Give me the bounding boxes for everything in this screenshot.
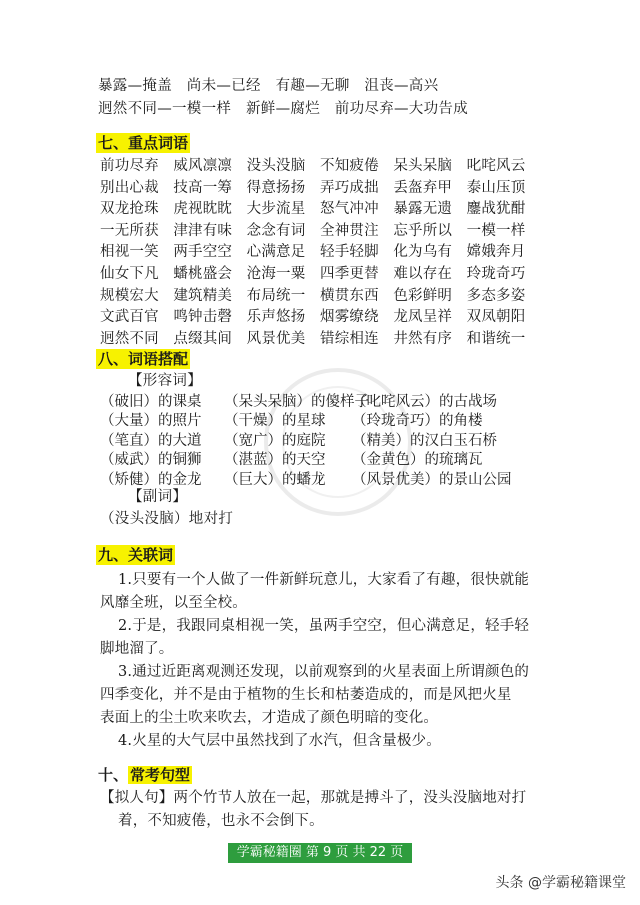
key-word: 相视一笑	[100, 244, 159, 261]
section-10-label: 常考句型	[130, 766, 191, 784]
adverb-label: 【副词】	[128, 489, 188, 505]
key-word: 玲珑奇巧	[466, 266, 526, 282]
key-word: 弄巧成拙	[320, 179, 379, 196]
page-footer: 学霸秘籍圈 第 9 页 共 22 页	[228, 843, 412, 863]
collocation-row	[100, 431, 542, 451]
sentence-line: 着，不知疲倦，也永不会倒下。	[118, 813, 324, 829]
key-word: 仙女下凡	[100, 266, 159, 282]
collocation-item: （破旧）的课桌	[100, 394, 202, 410]
key-words-row	[100, 156, 540, 176]
key-word: 色彩鲜明	[393, 287, 453, 304]
key-word: 前功尽弃	[100, 158, 159, 174]
key-words-row	[100, 178, 540, 198]
collocation-item: （干燥）的星球	[224, 413, 326, 430]
key-word: 双凤朝阳	[466, 309, 526, 326]
key-word: 大步流星	[246, 201, 306, 218]
conjunction-line: 风靡全班，以至全校。	[100, 595, 247, 611]
conjunction-line: 4.火星的大气层中虽然找到了水汽，但含量极少。	[118, 733, 441, 749]
key-word: 乐声悠扬	[246, 309, 306, 326]
collocation-item: （金黄色）的琉璃瓦	[352, 452, 483, 469]
conjunction-line: 3.通过近距离观测还发现，以前观察到的火星表面上所谓颜色的	[118, 664, 530, 680]
key-word: 两手空空	[173, 244, 233, 261]
key-word: 心满意足	[246, 244, 306, 261]
key-words-row	[100, 286, 540, 306]
section-9-title: 九、关联词	[98, 546, 174, 564]
section-10-title	[98, 765, 192, 785]
key-word: 布局统一	[246, 287, 306, 304]
key-word: 技高一筹	[173, 179, 233, 196]
key-word: 井然有序	[393, 330, 453, 347]
collocation-row	[100, 392, 542, 412]
key-word: 风景优美	[246, 330, 306, 347]
key-word: 鸣钟击磬	[173, 309, 233, 326]
key-word: 和谐统一	[466, 330, 526, 347]
key-words-row	[100, 307, 540, 327]
key-word: 龙凤呈祥	[393, 309, 453, 326]
key-word: 嫦娥奔月	[466, 244, 526, 261]
key-word: 文武百官	[100, 309, 159, 326]
source-watermark: 头条 @学霸秘籍课堂	[495, 875, 626, 891]
collocation-item: （矫健）的金龙	[100, 471, 202, 488]
key-word: 四季更替	[320, 266, 379, 282]
key-words-row	[100, 199, 540, 219]
key-word: 化为乌有	[393, 244, 453, 261]
conjunction-line: 表面上的尘土吹来吹去，才造成了颜色明暗的变化。	[100, 710, 439, 726]
collocation-item: （精美）的汉白玉石桥	[352, 432, 497, 449]
collocation-item: （威武）的铜狮	[100, 452, 202, 469]
key-word: 呆头呆脑	[393, 158, 453, 174]
key-word: 烟雾缭绕	[320, 309, 379, 326]
key-word: 点缀其间	[173, 330, 233, 347]
collocation-item: （湛蓝）的天空	[224, 452, 326, 469]
key-word: 念念有词	[246, 222, 306, 239]
key-word: 忘乎所以	[393, 222, 453, 239]
conjunction-line: 1.只要有一个人做了一件新鲜玩意儿，大家看了有趣，很快就能	[118, 572, 530, 588]
collocation-item: （玲珑奇巧）的角楼	[352, 413, 483, 430]
key-word: 双龙抢珠	[100, 201, 159, 218]
key-word: 规模宏大	[100, 287, 159, 304]
key-word: 怒气冲冲	[320, 201, 379, 218]
key-word: 丢盔弃甲	[393, 179, 453, 196]
key-word: 叱咤风云	[466, 158, 526, 174]
collocation-item: （大量）的照片	[100, 413, 202, 430]
collocation-row	[100, 411, 542, 431]
key-words-row	[100, 221, 540, 241]
collocation-item: （叱咤风云）的古战场	[352, 394, 497, 410]
key-word: 暴露无遗	[393, 201, 453, 218]
section-10-number: 十、	[98, 766, 129, 784]
key-word: 一无所获	[100, 222, 159, 239]
key-word: 一模一样	[466, 222, 526, 239]
key-word: 没头没脑	[246, 158, 306, 174]
antonym-line-2: 迥然不同—一模一样 新鲜—腐烂 前功尽弃—大功告成	[98, 101, 468, 117]
key-words-row	[100, 264, 540, 284]
key-word: 错综相连	[320, 330, 379, 347]
key-word: 蟠桃盛会	[173, 266, 233, 282]
key-word: 不知疲倦	[320, 158, 379, 174]
sentence-line: 【拟人句】两个竹节人放在一起，那就是搏斗了，没头没脑地对打	[100, 790, 527, 806]
conjunction-line: 脚地溜了。	[100, 641, 174, 657]
key-word: 津津有味	[173, 222, 233, 239]
collocation-item: （风景优美）的景山公园	[352, 471, 512, 488]
key-word: 迥然不同	[100, 330, 159, 347]
antonym-line-1: 暴露—掩盖 尚未—已经 有趣—无聊 沮丧—高兴	[98, 78, 439, 94]
section-7-title: 七、重点词语	[98, 134, 189, 152]
key-words-row	[100, 242, 540, 262]
adjective-label: 【形容词】	[128, 373, 202, 389]
key-word: 得意扬扬	[246, 179, 306, 196]
key-word: 别出心裁	[100, 179, 159, 196]
key-word: 沧海一粟	[246, 266, 306, 282]
key-word: 虎视眈眈	[173, 201, 233, 218]
key-word: 鏖战犹酣	[466, 201, 526, 218]
key-word: 难以存在	[393, 266, 453, 282]
key-word: 轻手轻脚	[320, 244, 379, 261]
key-word: 横贯东西	[320, 287, 379, 304]
collocation-row	[100, 450, 542, 470]
collocation-item: （呆头呆脑）的傻样子	[224, 394, 369, 410]
key-word: 泰山压顶	[466, 179, 526, 196]
collocation-item: （宽广）的庭院	[224, 432, 326, 449]
key-word: 多态多姿	[466, 287, 526, 304]
key-word: 威风凛凛	[173, 158, 233, 174]
key-word: 建筑精美	[173, 287, 233, 304]
conjunction-line: 四季变化，并不是由于植物的生长和枯萎造成的，而是风把火星	[100, 687, 512, 703]
section-8-title: 八、词语搭配	[98, 350, 189, 368]
collocation-item: （笔直）的大道	[100, 432, 202, 449]
key-words-row	[100, 329, 540, 349]
conjunction-line: 2.于是，我跟同桌相视一笑，虽两手空空，但心满意足，轻手轻	[118, 618, 530, 634]
key-word: 全神贯注	[320, 222, 379, 239]
collocation-item: （巨大）的蟠龙	[224, 471, 326, 488]
adverb-item: （没头没脑）地对打	[100, 511, 234, 527]
